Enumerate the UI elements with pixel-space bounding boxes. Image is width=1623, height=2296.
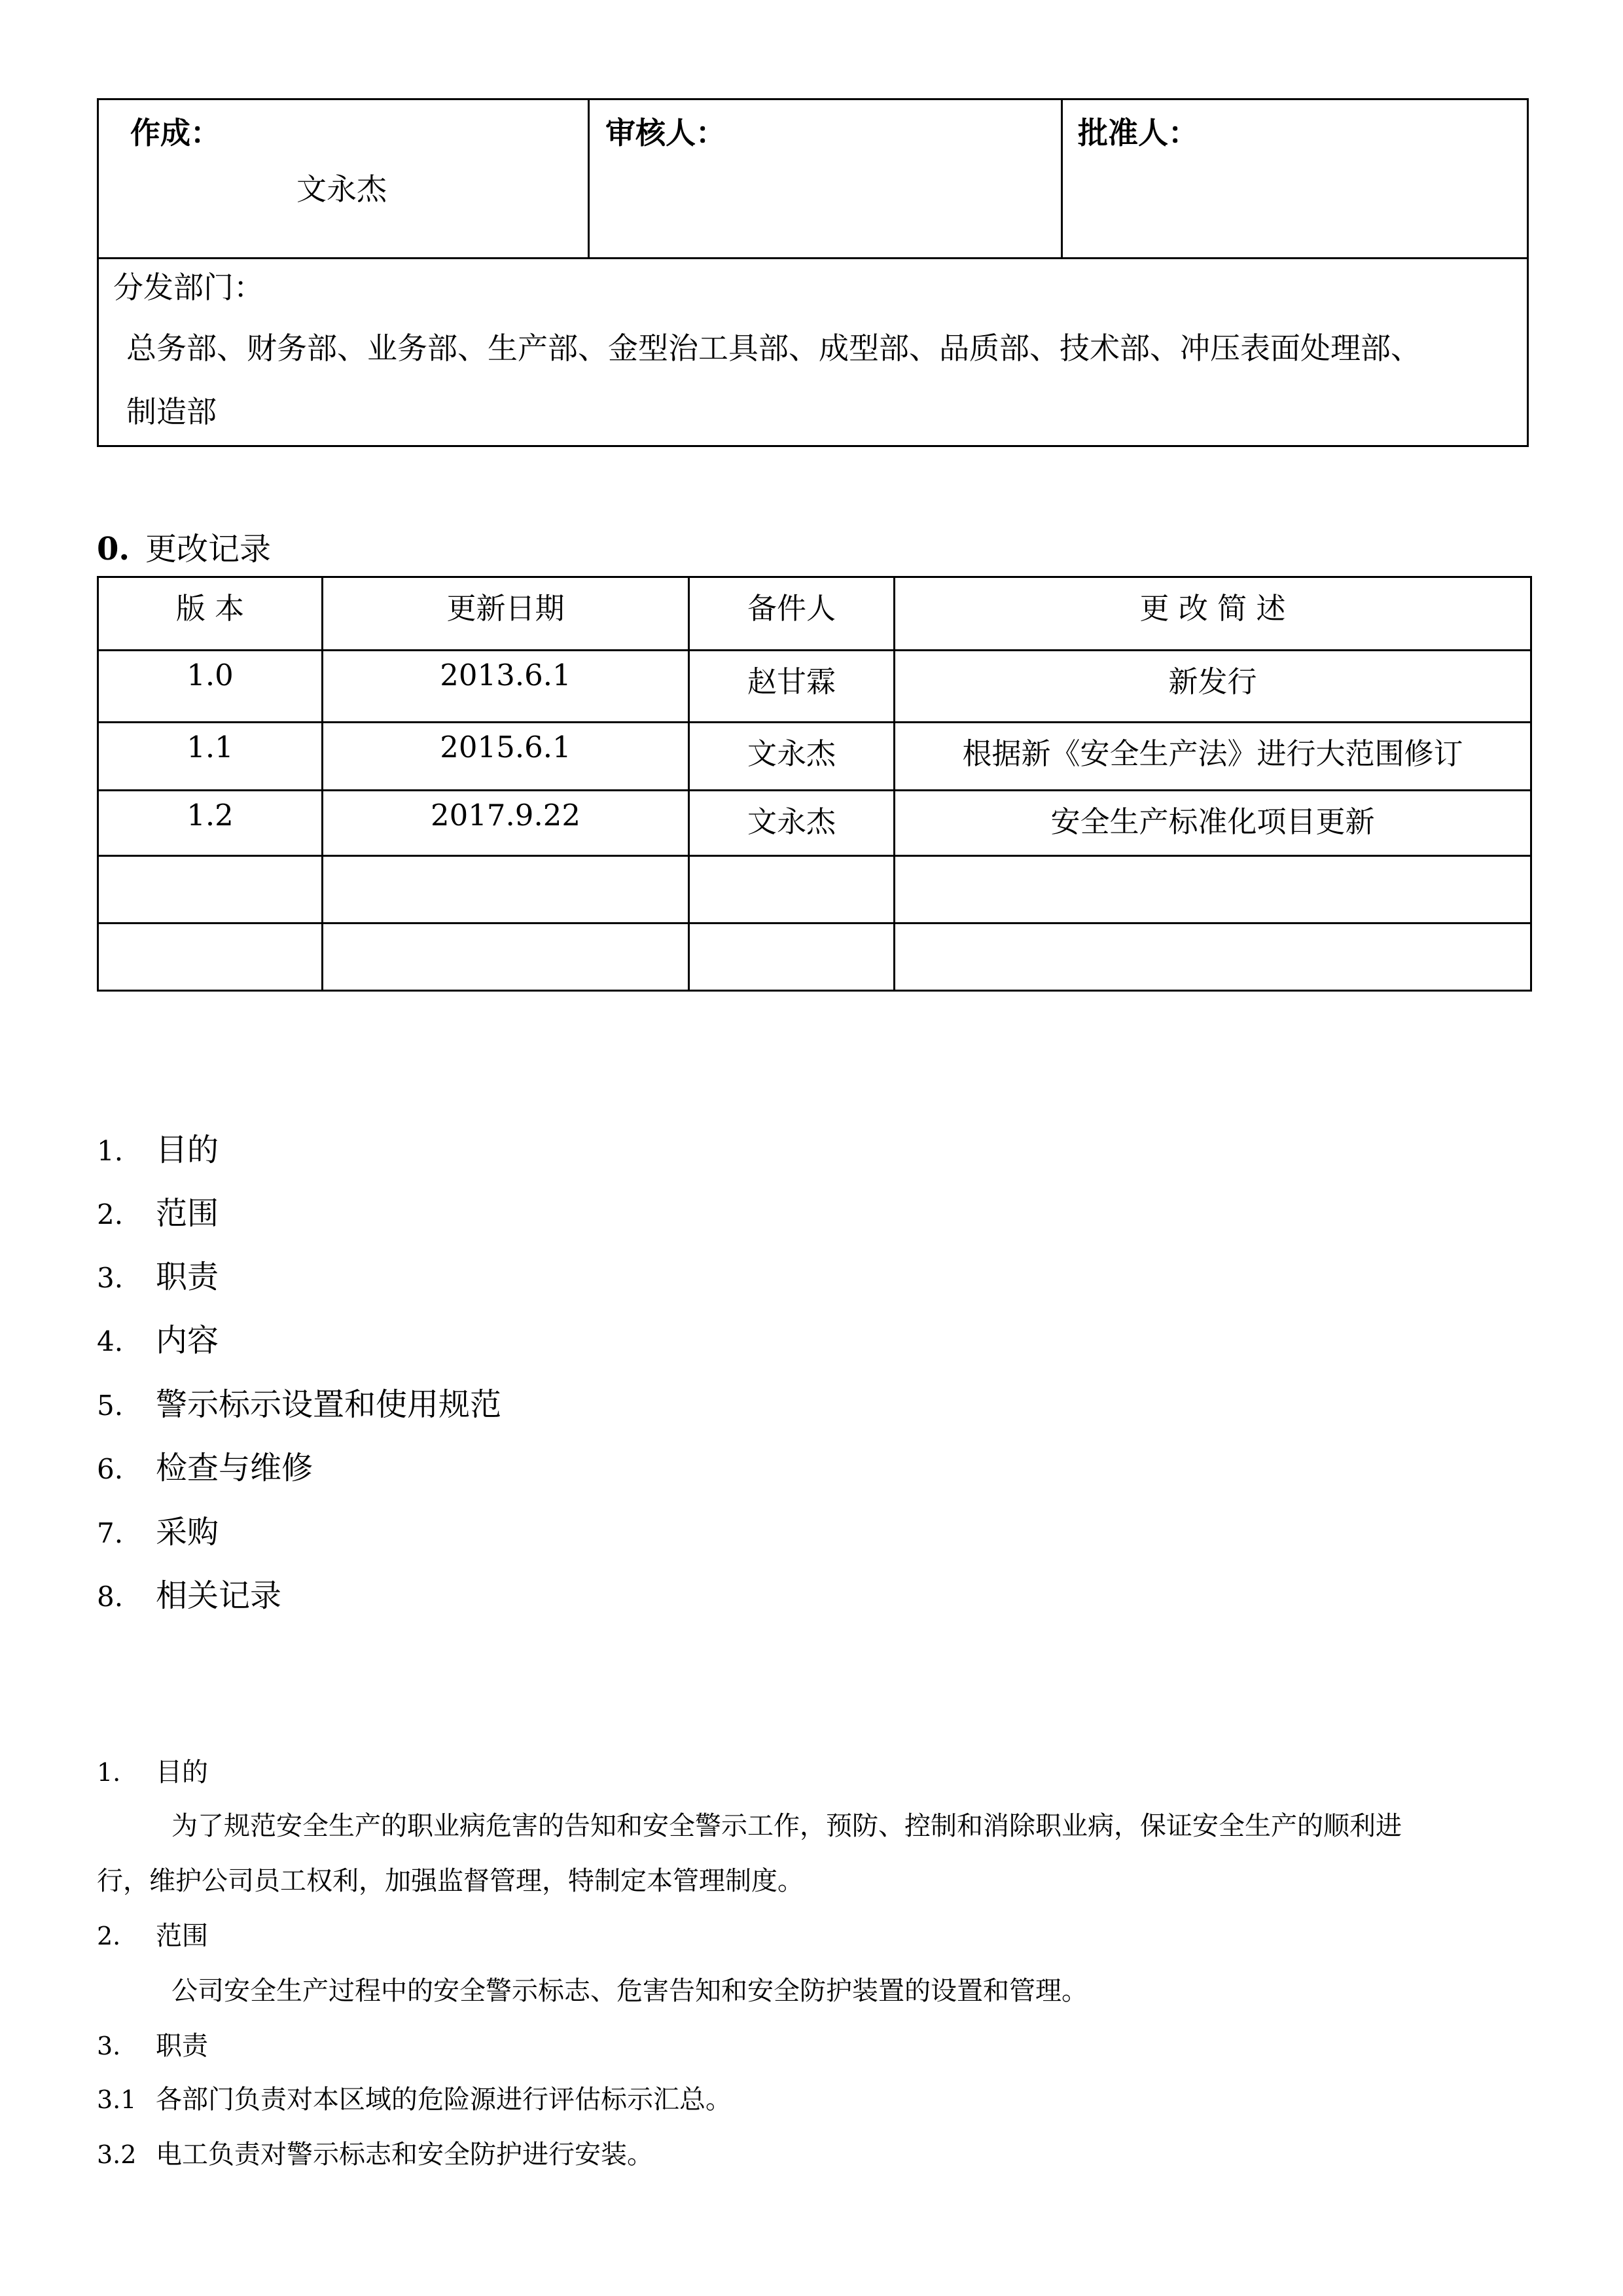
table-row [98,856,1531,924]
table-row [98,924,1531,991]
list-item: 3.2 电工负责对警示标志和安全防护进行安装。 [97,2140,653,2170]
distribution-departments: 总务部、财务部、业务部、生产部、金型治工具部、成型部、品质部、技术部、冲压表面处理部、 [126,331,1421,366]
table-cell: 赵甘霖 [689,651,895,723]
column-header: 更 改 简 述 [895,577,1531,651]
table-cell: 安全生产标准化项目更新 [895,791,1531,856]
section-heading: 1. 目的 [97,1757,208,1787]
column-header: 备件人 [689,577,895,651]
toc-item: 8. 相关记录 [97,1577,282,1614]
approver-label: 批准人： [1078,115,1198,151]
table-cell: 2015.6.1 [323,723,689,791]
paragraph: 行，维护公司员工权利，加强监督管理，特制定本管理制度。 [97,1866,804,1896]
distribution-label: 分发部门： [113,270,264,305]
column-header: 版 本 [98,577,323,651]
table-cell [323,856,689,924]
table-cell: 文永杰 [689,791,895,856]
table-row [98,791,1531,856]
toc-item: 2. 范围 [97,1195,219,1232]
table-cell: 1.0 [98,651,323,723]
author-name: 文永杰 [296,171,387,207]
list-item: 3.1 各部门负责对本区域的危险源进行评估标示汇总。 [97,2085,732,2115]
author-label: 作成： [130,115,221,151]
table-cell [323,924,689,991]
toc-item: 4. 内容 [97,1322,219,1359]
table-cell: 1.1 [98,723,323,791]
paragraph: 公司安全生产过程中的安全警示标志、危害告知和安全防护装置的设置和管理。 [171,1976,1088,2006]
table-cell: 2013.6.1 [323,651,689,723]
change-log-table [97,576,1532,992]
toc-item: 5. 警示标示设置和使用规范 [97,1386,502,1423]
change-log-heading [97,524,271,569]
change-log-title: 更改记录 [145,531,272,567]
column-header: 更新日期 [323,577,689,651]
approval-table [97,98,1529,447]
toc-item: 1. 目的 [97,1132,219,1168]
distribution-departments: 制造部 [126,394,217,429]
table-header-row [98,577,1531,651]
approval-divider [99,257,1527,259]
table-cell [689,924,895,991]
table-row [98,651,1531,723]
table-cell: 文永杰 [689,723,895,791]
table-cell: 新发行 [895,651,1531,723]
table-cell: 2017.9.22 [323,791,689,856]
change-log-number: 0. [97,531,130,567]
table-cell [98,924,323,991]
toc-item: 7. 采购 [97,1514,219,1551]
table-row [98,723,1531,791]
paragraph: 为了规范安全生产的职业病危害的告知和安全警示工作，预防、控制和消除职业病，保证安全生产的顺利进 [171,1811,1402,1841]
section-heading: 3. 职责 [97,2031,208,2061]
toc-item: 3. 职责 [97,1259,219,1295]
table-cell: 1.2 [98,791,323,856]
table-cell [98,856,323,924]
table-cell [895,856,1531,924]
table-cell [689,856,895,924]
reviewer-label: 审核人： [605,115,726,151]
table-cell [895,924,1531,991]
toc-item: 6. 检查与维修 [97,1450,313,1486]
table-cell: 根据新《安全生产法》进行大范围修订 [895,723,1531,791]
approval-divider [1061,100,1063,257]
approval-divider [588,100,590,257]
section-heading: 2. 范围 [97,1921,208,1951]
